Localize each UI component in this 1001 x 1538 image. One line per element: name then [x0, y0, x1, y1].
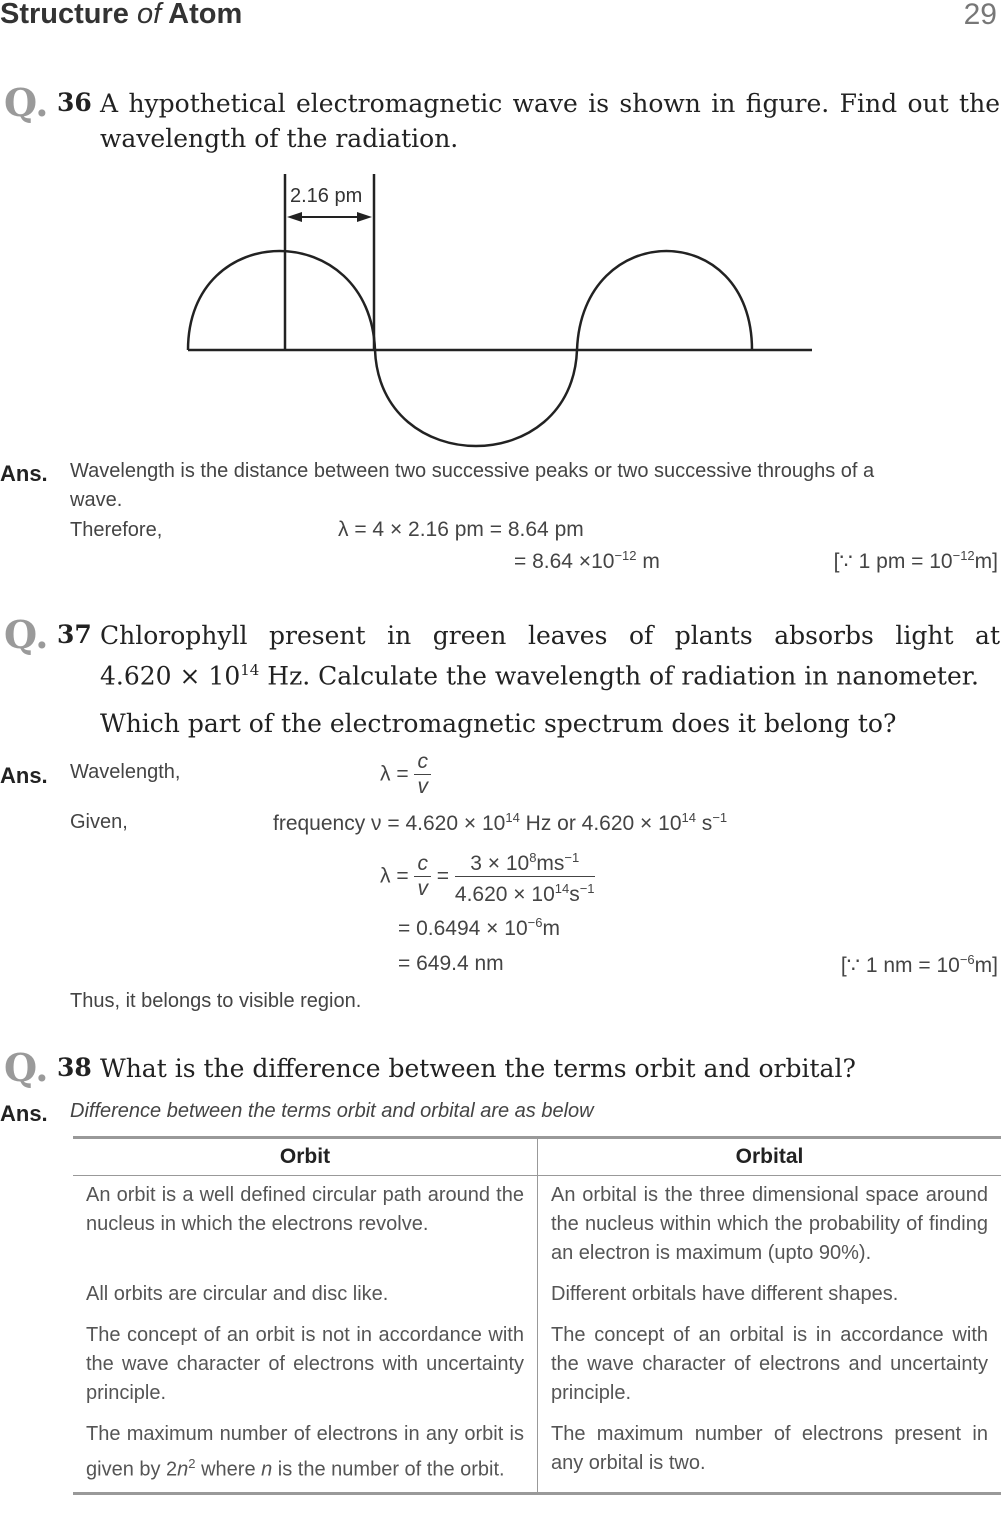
calc-unit: m	[542, 917, 560, 940]
question-line	[100, 653, 1000, 693]
freq-text: frequency ν = 4.620 × 10	[273, 812, 506, 835]
fraction-denominator: v	[417, 775, 428, 798]
question-line: A hypothetical electromagnetic wave is shown in figure. Find out the	[100, 89, 1000, 118]
table-row	[73, 1275, 1001, 1316]
calc-unit: m	[636, 550, 660, 573]
calc-value: = 0.6494 × 10	[398, 917, 528, 940]
num-exponent: 8	[529, 850, 537, 865]
header-orbit: Orbit	[73, 1138, 538, 1176]
note-text: [∵ 1 nm = 10	[840, 954, 960, 977]
note-exponent: −6	[959, 952, 975, 967]
lambda-symbol: λ =	[380, 762, 409, 786]
therefore-label: Therefore,	[70, 519, 163, 541]
calc-line-2	[514, 548, 660, 574]
cell-text: is the number of the orbit.	[272, 1458, 505, 1481]
wavelength-label: Wavelength,	[70, 761, 181, 783]
note-unit: m]	[974, 550, 998, 573]
den-unit: s	[569, 883, 580, 906]
lambda-symbol: λ =	[380, 864, 409, 888]
freq-exponent: 14	[681, 810, 696, 825]
cell-text: The maximum number of electrons in any orbit is given by 2	[86, 1423, 524, 1481]
lambda-calculation	[380, 846, 595, 907]
num-unit: ms	[536, 852, 565, 875]
fraction-denominator: v	[417, 877, 428, 900]
answer-label: Ans.	[0, 461, 48, 486]
note-text: [∵ 1 pm = 10	[833, 550, 953, 573]
fraction-numerator: c	[414, 750, 431, 775]
freq-exponent: 14	[505, 810, 520, 825]
conversion-note	[841, 952, 998, 978]
calc-line-1: λ = 4 × 2.16 pm = 8.64 pm	[338, 518, 584, 541]
figure-label: 2.16 pm	[290, 185, 363, 207]
table-intro: Difference between the terms orbit and orbital are as below	[70, 1100, 594, 1122]
title-word-atom: Atom	[168, 0, 243, 30]
frequency-exponent: 14	[240, 661, 260, 679]
calc-line-2	[398, 915, 560, 941]
freq-text: Hz or 4.620 × 10	[519, 812, 682, 835]
question-marker: Q.	[4, 612, 49, 657]
answer-label: Ans.	[0, 1101, 48, 1126]
den-value: 4.620 × 10	[454, 883, 555, 906]
chapter-title	[0, 0, 242, 31]
table-row	[73, 1415, 1001, 1493]
table-cell	[73, 1415, 538, 1493]
question-text	[100, 618, 1000, 741]
fraction-numerator	[455, 846, 595, 877]
header-orbital: Orbital	[538, 1138, 1001, 1176]
freq-unit: s	[695, 812, 713, 835]
calc-line-3: = 649.4 nm	[398, 952, 504, 975]
wave-figure	[180, 168, 820, 448]
table-cell: Different orbitals have different shapes.	[551, 1283, 899, 1305]
cell-text: where	[195, 1458, 262, 1481]
freq-exponent: −1	[712, 810, 728, 825]
title-word-of: of	[136, 0, 162, 30]
question-line: Which part of the electromagnetic spectrum does it belong to?	[100, 709, 897, 739]
cell-variable: n	[261, 1458, 273, 1481]
answer-line: Wavelength is the distance between two successive peaks or two successive throughs of a	[70, 460, 875, 482]
question-text	[100, 86, 1000, 156]
fraction-values	[455, 846, 595, 907]
calc-exponent: −6	[527, 915, 543, 930]
arrowhead-left	[287, 212, 302, 222]
lambda-formula	[380, 750, 431, 799]
question-marker: Q.	[4, 80, 49, 125]
question-number: 37	[57, 620, 92, 649]
calc-value: = 8.64 ×10	[514, 550, 615, 573]
frequency-line	[273, 810, 727, 836]
table-row	[73, 1316, 1001, 1415]
question-line: wavelength of the radiation.	[100, 124, 459, 153]
question-number: 36	[57, 88, 92, 117]
cell-exponent: 2	[188, 1456, 196, 1471]
note-exponent: −12	[952, 548, 975, 563]
wave-curve	[188, 251, 752, 446]
conclusion-text: Thus, it belongs to visible region.	[70, 990, 362, 1012]
arrowhead-right	[357, 212, 372, 222]
equals-sign: =	[436, 864, 450, 888]
given-label: Given,	[70, 811, 128, 833]
note-unit: m]	[974, 954, 998, 977]
table-cell: The maximum number of electrons present in any orbital is two.	[538, 1415, 1001, 1493]
table-cell: All orbits are circular and disc like.	[73, 1275, 538, 1316]
den-exponent: 14	[554, 881, 570, 896]
calc-exponent: −12	[614, 548, 637, 563]
question-text: What is the difference between the terms orbit and orbital?	[100, 1054, 856, 1083]
table-cell: The concept of an orbit is not in accordance with the wave character of electrons with uncertainty principle.	[73, 1316, 538, 1415]
table-row	[73, 1176, 1001, 1276]
answer-text	[70, 457, 1001, 515]
question-rest: Hz. Calculate the wavelength of radiation in nanometer.	[259, 661, 979, 691]
num-exponent: −1	[564, 850, 580, 865]
answer-line: wave.	[70, 489, 123, 511]
frequency-value: 4.620 × 10	[100, 661, 241, 691]
comparison-table	[73, 1136, 1001, 1495]
table-cell: An orbital is the three dimensional space around the nucleus within which the probability of finding an electron is maximum (upto 90%).	[551, 1184, 988, 1264]
table-header-row	[73, 1138, 1001, 1176]
table-cell: An orbit is a well defined circular path around the nucleus in which the electrons revolve.	[73, 1176, 538, 1276]
title-word-structure: Structure	[0, 0, 129, 30]
fraction-denominator	[455, 877, 595, 907]
answer-label: Ans.	[0, 763, 48, 788]
cell-variable: n	[177, 1458, 189, 1481]
den-exponent: −1	[579, 881, 595, 896]
question-marker: Q.	[4, 1045, 49, 1090]
page-number: 29	[963, 0, 997, 31]
fraction-c-over-v	[414, 750, 431, 799]
question-line: Chlorophyll present in green leaves of plants absorbs light at	[100, 621, 1000, 650]
table-cell: The concept of an orbital is in accordance with the wave character of electrons and uncertainty principle.	[551, 1324, 988, 1404]
fraction-numerator: c	[414, 852, 431, 877]
fraction-c-over-v	[414, 852, 431, 901]
num-value: 3 × 10	[470, 852, 530, 875]
conversion-note	[834, 548, 998, 574]
question-number: 38	[57, 1053, 92, 1082]
